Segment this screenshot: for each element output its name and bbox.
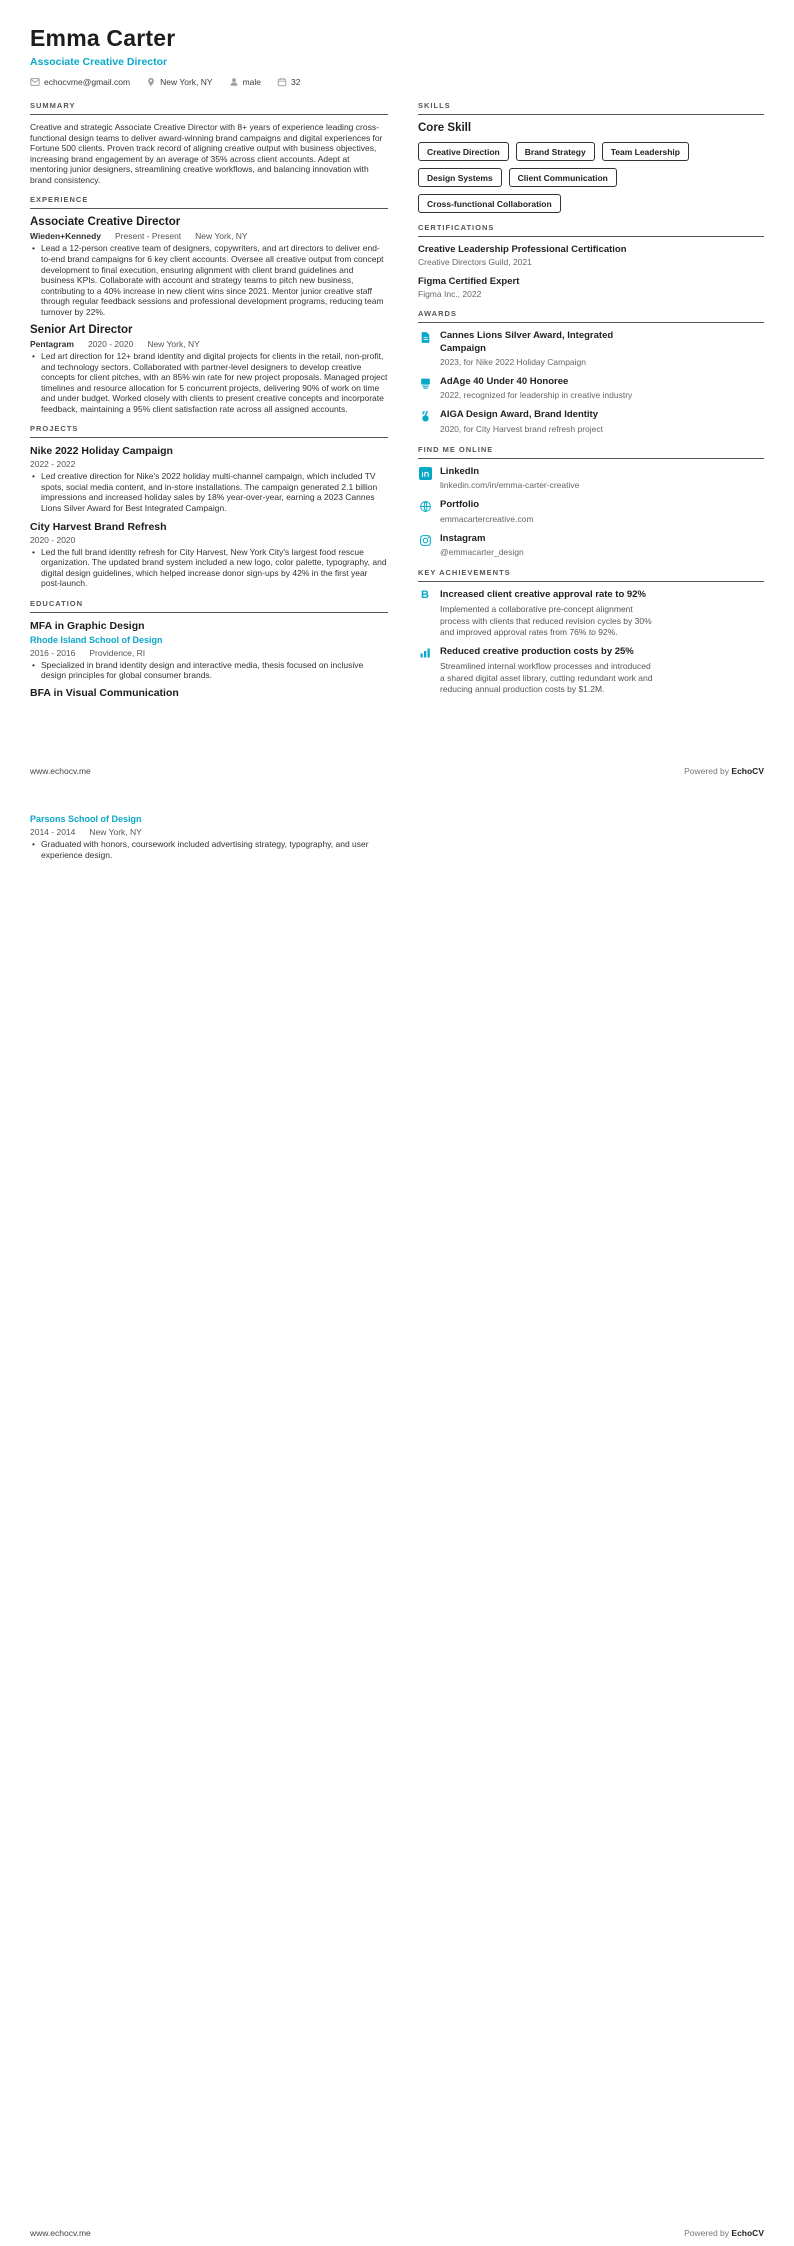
project-dates: 2020 - 2020 xyxy=(30,534,76,545)
powered-by[interactable] xyxy=(684,766,764,776)
education-bullet: • Specialized in brand identity design and interactive media, thesis focused on inclusive design principles for global consumer brands. xyxy=(30,660,388,681)
achievement-title: Increased client creative approval rate to 92% xyxy=(440,588,646,600)
experience-item xyxy=(30,324,388,414)
project-bullet: • Led the full brand identity refresh for City Harvest, New York City's largest food rescue organization. The updated brand system included a new logo, color palette, typography, and digital design guidelines, which helped increase donor sign-ups by 42% in the first year post-launch. xyxy=(30,547,388,589)
section-heading-certifications: CERTIFICATIONS xyxy=(418,223,764,237)
certificate-icon xyxy=(418,330,432,368)
two-column-layout xyxy=(30,91,764,704)
candidate-title: Associate Creative Director xyxy=(30,56,168,69)
right-column xyxy=(418,91,764,704)
summary-text: Creative and strategic Associate Creative Director with 8+ years of experience leading cross-functional design teams to deliver award-winning brand campaigns and digital experiences for Fortune 500 clients. Proven track record of aligning creative output with business objectives, increasing brand engagement by an average of 35% across client accounts. Adept at mentoring junior designers, streamlining creative workflows, and balancing innovation with brand consistency. xyxy=(30,122,383,185)
education-meta xyxy=(30,827,388,837)
contact-row xyxy=(30,77,764,87)
job-bullet: • Lead a 12-person creative team of designers, copywriters, and art directors to deliver end-to-end brand campaigns for 6 key client accounts. Oversee all creative output from concept development to final execution, ensuring alignment with client brand guidelines and business KPIs. Collaborate with account and strategy teams to pitch new business, contributing to a 40% increase in new client wins since 2021. Mentor junior creative staff through regular feedback sessions and professional development programs, reducing team turnover by 22%. xyxy=(30,243,388,317)
project-item xyxy=(30,445,388,513)
project-dates: 2022 - 2022 xyxy=(30,459,76,470)
calendar-icon xyxy=(277,77,287,87)
skill-tag: Creative Direction xyxy=(418,142,509,161)
job-title: Senior Art Director xyxy=(30,324,133,337)
education-dates: 2016 - 2016 xyxy=(30,647,76,658)
project-title: Nike 2022 Holiday Campaign xyxy=(30,445,173,458)
footer-site-link[interactable]: www.echocv.me xyxy=(30,2228,91,2238)
contact-email-text: echocvme@gmail.com xyxy=(44,77,131,88)
certification-name: Figma Certified Expert xyxy=(418,276,520,288)
instagram-icon xyxy=(418,533,432,558)
achievement-item xyxy=(418,646,764,695)
education-meta xyxy=(30,648,388,658)
online-profile-url[interactable]: @emmacarter_design xyxy=(440,546,524,557)
skills-group-title: Core Skill xyxy=(418,122,472,135)
online-profile-url[interactable]: linkedin.com/in/emma-carter-creative xyxy=(440,480,580,491)
online-profile-label: LinkedIn xyxy=(440,465,480,477)
education-item xyxy=(30,620,388,681)
section-heading-awards: AWARDS xyxy=(418,309,764,323)
job-dates: 2020 - 2020 xyxy=(87,339,134,350)
skill-tag: Team Leadership xyxy=(602,142,689,161)
contact-age-text: 32 xyxy=(291,77,301,88)
project-item xyxy=(30,521,388,589)
job-company: Pentagram xyxy=(30,339,74,350)
award-item xyxy=(418,330,764,368)
section-heading-skills: SKILLS xyxy=(418,101,764,115)
education-item xyxy=(30,687,388,699)
badge-icon xyxy=(418,376,432,401)
linkedin-icon xyxy=(418,466,432,491)
online-profile-text xyxy=(440,499,534,524)
contact-email[interactable] xyxy=(30,77,130,87)
achievement-text xyxy=(440,589,655,638)
online-profile-text xyxy=(440,466,579,491)
award-text xyxy=(440,409,603,434)
education-location: Providence, RI xyxy=(89,647,146,658)
section-heading-experience: EXPERIENCE xyxy=(30,195,388,209)
job-title: Associate Creative Director xyxy=(30,216,181,229)
contact-gender-text: male xyxy=(242,77,261,88)
section-heading-education: EDUCATION xyxy=(30,599,388,613)
degree-title: MFA in Graphic Design xyxy=(30,619,145,632)
medal-icon xyxy=(418,409,432,434)
online-profile-url[interactable]: emmacartercreative.com xyxy=(440,513,534,524)
award-title: AIGA Design Award, Brand Identity xyxy=(440,409,599,421)
award-text xyxy=(440,330,655,368)
project-bullet: • Led creative direction for Nike's 2022 holiday multi-channel campaign, which included TV spots, social media content, and in-store installations. The campaign generated 2.1 billion impressions and increased holiday sales by 18% year-over-year, earning a 2023 Cannes Lions Silver Award for Best Integrated Campaign. xyxy=(30,471,388,513)
experience-item xyxy=(30,216,388,317)
job-location: New York, NY xyxy=(147,339,200,350)
skill-tag: Design Systems xyxy=(418,168,502,187)
online-profile-item[interactable] xyxy=(418,466,764,491)
certification-item xyxy=(418,244,764,267)
job-location: New York, NY xyxy=(195,231,248,242)
powered-by-prefix: Powered by xyxy=(684,766,730,776)
award-title: Cannes Lions Silver Award, Integrated Campaign xyxy=(440,330,614,354)
section-heading-summary: SUMMARY xyxy=(30,101,388,115)
globe-icon xyxy=(418,499,432,524)
job-meta xyxy=(30,231,388,241)
section-heading-projects: PROJECTS xyxy=(30,424,388,438)
bar-chart-icon xyxy=(418,646,432,695)
resume-page-2 xyxy=(0,786,794,2246)
skill-tag: Client Communication xyxy=(509,168,617,187)
page-footer xyxy=(30,766,764,776)
online-profile-text xyxy=(440,533,524,558)
powered-by-prefix: Powered by xyxy=(684,2228,730,2238)
school-name: Rhode Island School of Design xyxy=(30,634,163,645)
job-meta xyxy=(30,339,388,349)
job-dates: Present - Present xyxy=(115,231,182,242)
award-detail: 2020, for City Harvest brand refresh project xyxy=(440,423,603,434)
education-location: New York, NY xyxy=(89,827,142,837)
education-item-continued xyxy=(30,814,388,860)
award-item xyxy=(418,409,764,434)
education-dates: 2014 - 2014 xyxy=(30,827,76,837)
section-heading-find-me-online: FIND ME ONLINE xyxy=(418,445,764,459)
award-title: AdAge 40 Under 40 Honoree xyxy=(440,376,569,388)
section-heading-key-achievements: KEY ACHIEVEMENTS xyxy=(418,568,764,582)
achievement-title: Reduced creative production costs by 25% xyxy=(440,645,634,657)
contact-age xyxy=(277,77,300,87)
powered-by-brand: EchoCV xyxy=(731,766,764,776)
certification-issuer: Creative Directors Guild, 2021 xyxy=(418,257,532,268)
footer-site-link[interactable]: www.echocv.me xyxy=(30,766,91,776)
certification-issuer: Figma Inc., 2022 xyxy=(418,289,482,300)
online-profile-label: Portfolio xyxy=(440,499,480,511)
certification-name: Creative Leadership Professional Certification xyxy=(418,244,627,256)
contact-location-text: New York, NY xyxy=(160,77,213,88)
online-profile-item[interactable] xyxy=(418,533,764,558)
contact-location xyxy=(146,77,212,87)
location-icon xyxy=(146,77,156,87)
person-icon xyxy=(229,77,239,87)
powered-by[interactable] xyxy=(684,2228,764,2238)
achievement-description: Streamlined internal workflow processes and introduced a shared digital asset library, cutting redundant work and reducing annual production costs by $1.2M. xyxy=(440,661,653,694)
page-footer xyxy=(30,2228,764,2238)
powered-by-brand: EchoCV xyxy=(731,2228,764,2238)
resume-header xyxy=(30,26,764,87)
education-bullet: • Graduated with honors, coursework included advertising strategy, typography, and user experience design. xyxy=(30,839,388,860)
job-company: Wieden+Kennedy xyxy=(30,231,102,242)
achievement-text xyxy=(440,646,655,695)
online-profile-label: Instagram xyxy=(440,532,486,544)
certification-item xyxy=(418,276,764,299)
award-detail: 2023, for Nike 2022 Holiday Campaign xyxy=(440,356,587,367)
candidate-name: Emma Carter xyxy=(30,25,176,51)
achievement-item xyxy=(418,589,764,638)
project-title: City Harvest Brand Refresh xyxy=(30,520,167,533)
skill-tag: Cross-functional Collaboration xyxy=(418,194,561,213)
award-item xyxy=(418,376,764,401)
left-column xyxy=(30,91,388,704)
award-text xyxy=(440,376,632,401)
contact-gender xyxy=(229,77,261,87)
degree-title: BFA in Visual Communication xyxy=(30,686,179,699)
online-profile-item[interactable] xyxy=(418,499,764,524)
skill-tag: Brand Strategy xyxy=(516,142,595,161)
email-icon xyxy=(30,77,40,87)
job-bullet: • Led art direction for 12+ brand identity and digital projects for clients in the retail, non-profit, and technology sectors. Collaborated with partner-level designers to develop creative concepts for client pitches, with an 85% win rate for new project proposals. Managed project timelines and resource allocation for 5 concurrent projects, delivering 90% of work on time and under budget. Worked closely with clients to present creative concepts and incorporate feedback, maintaining a 95% client satisfaction rate across all assigned accounts. xyxy=(30,351,388,414)
achievement-description: Implemented a collaborative pre-concept alignment process with clients that reduced revision cycles by 30% and improved approval rates from 76% to 92%. xyxy=(440,604,652,637)
resume-page-1 xyxy=(0,0,794,786)
school-name: Parsons School of Design xyxy=(30,814,142,824)
award-detail: 2022, recognized for leadership in creative industry xyxy=(440,390,633,401)
skill-tag-list xyxy=(418,142,764,213)
b-badge-icon: B xyxy=(421,588,429,601)
